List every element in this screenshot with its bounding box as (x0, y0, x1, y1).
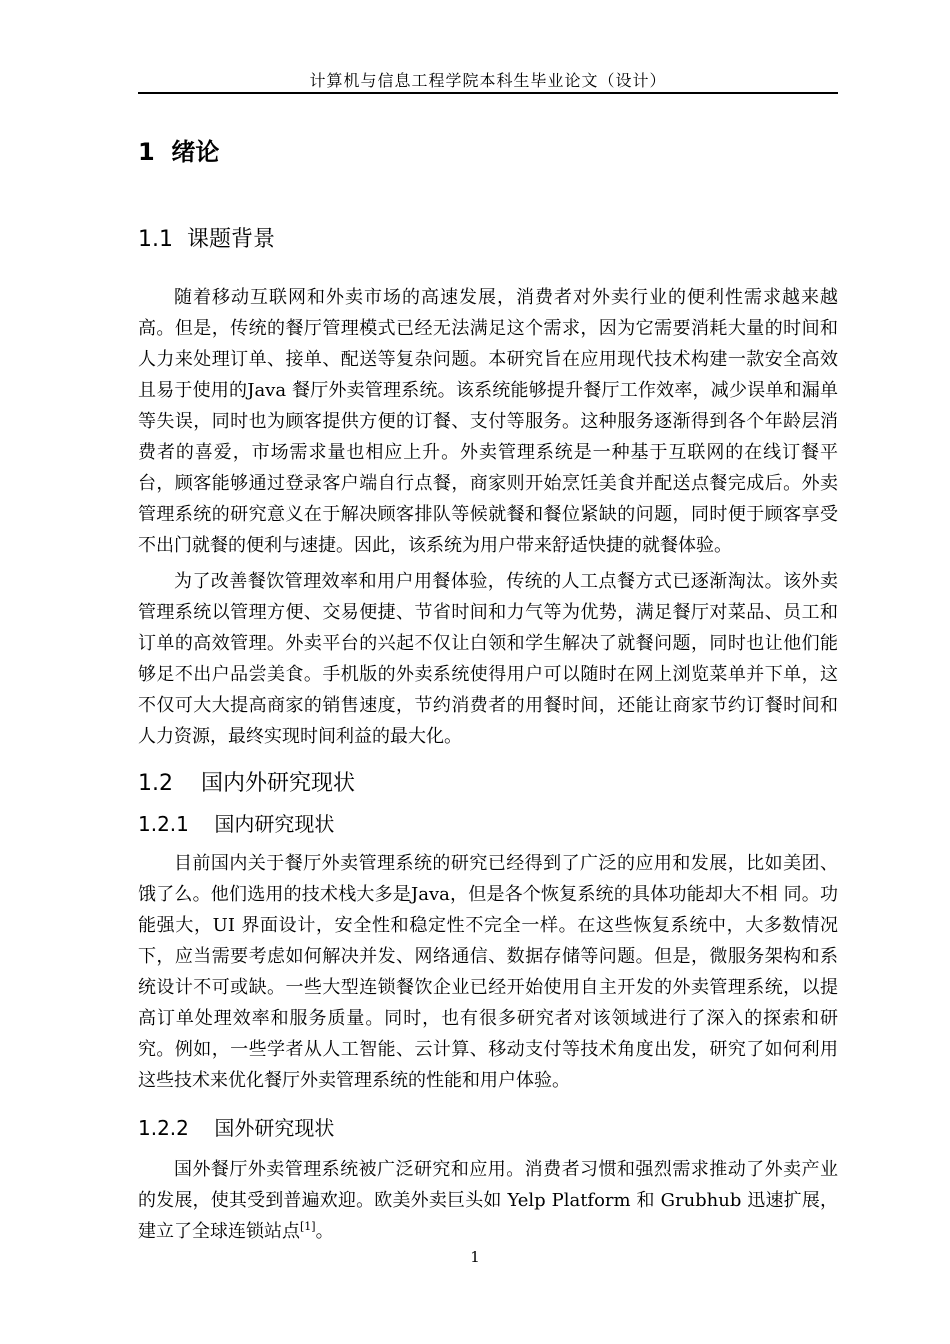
subsection-title: 国内研究现状 (214, 812, 335, 836)
chapter-number: 1 (138, 138, 155, 166)
section-number: 1.1 (138, 227, 173, 252)
subsection-number: 1.2.2 (138, 1116, 189, 1140)
chapter-heading (138, 132, 219, 167)
section-heading-1-2 (138, 766, 355, 797)
subsection-heading-1-2-2 (138, 1112, 334, 1141)
body-paragraph: 为了改善餐饮管理效率和用户用餐体验，传统的人工点餐方式已逐渐淘汰。该外卖管理系统以管理方便、交易便捷、节省时间和力气等为优势，满足餐厅对菜品、员工和订单的高效管理。外卖平台的兴起不仅让白领和学生解决了就餐问题，同时也让他们能够足不出户品尝美食。手机版的外卖系统使得用户可以随时在网上浏览菜单并下单，这不仅可大大提高商家的销售速度，节约消费者的用餐时间，还能让商家节约订餐时间和人力资源，最终实现时间利益的最大化。 (138, 571, 838, 747)
page-number: 1 (470, 1248, 480, 1266)
section-number: 1.2 (138, 771, 173, 796)
body-paragraph (138, 1154, 838, 1247)
body-paragraph: 随着移动互联网和外卖市场的高速发展，消费者对外卖行业的便利性需求越来越高。但是，传统的餐厅管理模式已经无法满足这个需求，因为它需要消耗大量的时间和人力来处理订单、接单、配送等复杂问题。本研究旨在应用现代技术构建一款安全高效且易于使用的Java 餐厅外卖管理系统。该系统能够提升餐厅工作效率，减少误单和漏单等失误，同时也为顾客提供方便的订餐、支付等服务。这种服务逐渐得到各个年龄层消费者的喜爱，市场需求量也相应上升。外卖管理系统是一种基于互联网的在线订餐平台，顾客能够通过登录客户端自行点餐，商家则开始烹饪美食并配送点餐完成后。外卖管理系统的研究意义在于解决顾客排队等候就餐和餐位紧缺的问题，同时便于顾客享受不出门就餐的便利与速捷。因此，该系统为用户带来舒适快捷的就餐体验。 (138, 287, 838, 556)
subsection-title: 国外研究现状 (214, 1116, 335, 1140)
section-title: 课题背景 (187, 227, 276, 252)
subsection-number: 1.2.1 (138, 812, 189, 836)
section-heading-1-1 (138, 222, 275, 253)
end-punctuation: 。 (315, 1221, 334, 1242)
subsection-heading-1-2-1 (138, 808, 334, 837)
chapter-title: 绪论 (171, 138, 220, 166)
running-header: 计算机与信息工程学院本科生毕业论文（设计） (309, 71, 667, 90)
citation-ref[interactable]: [1] (300, 1220, 316, 1233)
section-title: 国内外研究现状 (200, 771, 355, 796)
header-rule (138, 92, 838, 94)
body-paragraph: 目前国内关于餐厅外卖管理系统的研究已经得到了广泛的应用和发展，比如美团、饿了么。他们选用的技术栈大多是Java，但是各个恢复系统的具体功能却大不相 同。功能强大，UI 界面设计，安全性和稳定性不完全一样。在这些恢复系统中，大多数情况下，应当需要考虑如何解决并发、网络通信、数据存储等问题。但是，微服务架构和系统设计不可或缺。一些大型连锁餐饮企业已经开始使用自主开发的外卖管理系统，以提高订单处理效率和服务质量。同时，也有很多研究者对该领域进行了深入的探索和研究。例如，一些学者从人工智能、云计算、移动支付等技术角度出发，研究了如何利用这些技术来优化餐厅外卖管理系统的性能和用户体验。 (138, 853, 838, 1091)
paragraph-text: 国外餐厅外卖管理系统被广泛研究和应用。消费者习惯和强烈需求推动了外卖产业的发展，使其受到普遍欢迎。欧美外卖巨头如 Yelp Platform 和 Grubhub 迅速扩展，建立了全球连锁站点 (138, 1159, 838, 1242)
